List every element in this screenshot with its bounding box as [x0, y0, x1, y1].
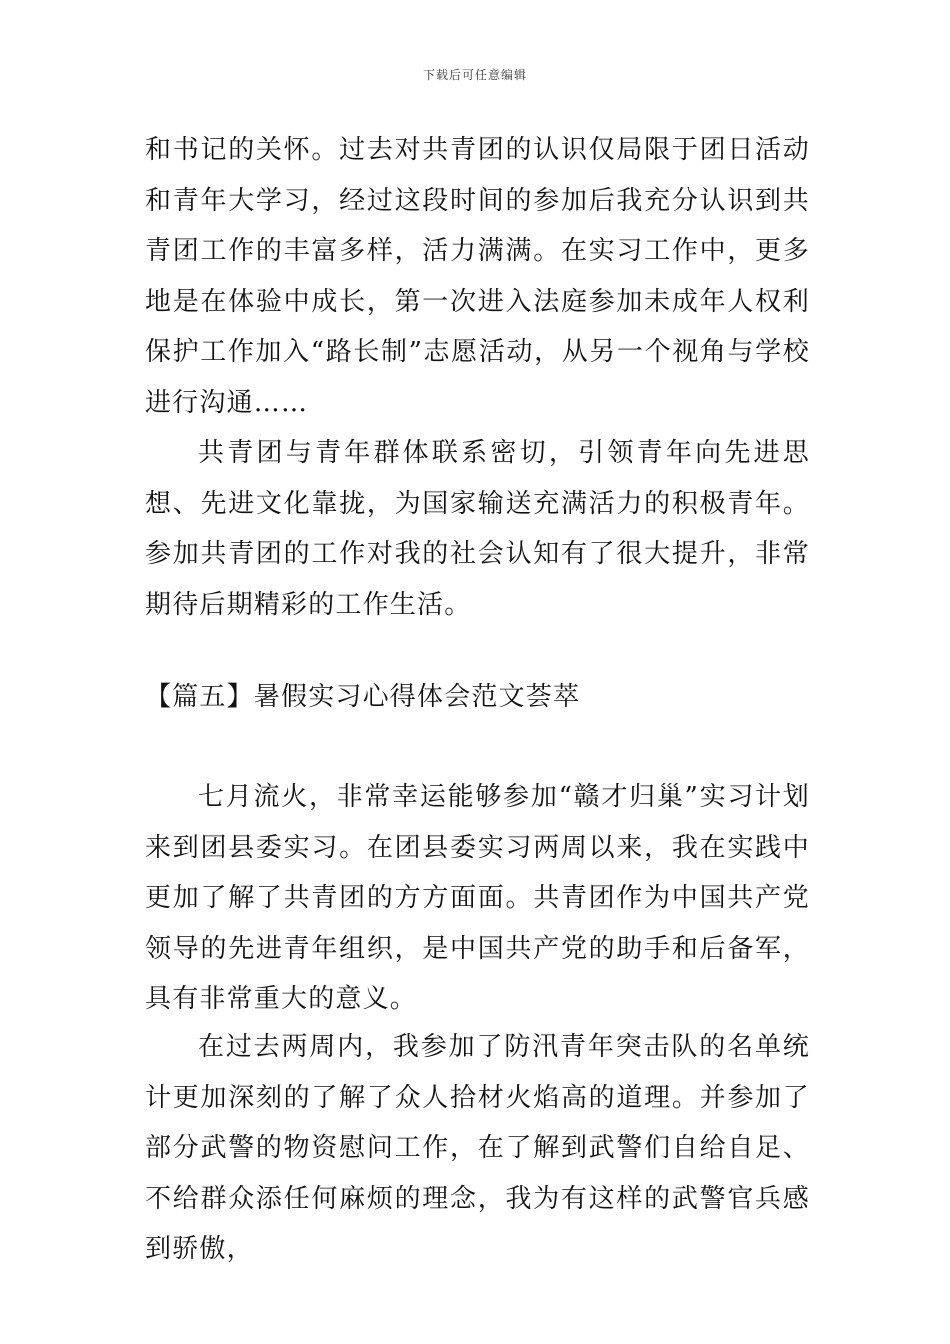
paragraph-text: 在过去两周内，我参加了防汛青年突击队的名单统计更加深刻的了解了众人拾材火焰高的道理。并参加了部分武警的物资慰问工作，在了解到武警们自给自足、不给群众添任何麻烦的理念，我为有这样的武警官兵感到骄傲， — [145, 1032, 810, 1264]
header-note: 下载后可任意编辑 — [422, 68, 527, 82]
paragraph-block — [145, 428, 810, 630]
paragraph-block — [145, 772, 810, 1025]
paragraph-text: 和书记的关怀。过去对共青团的认识仅局限于团日活动和青年大学习，经过这段时间的参加后我充分认识到共青团工作的丰富多样，活力满满。在实习工作中，更多地是在体验中成长，第一次进入法庭参加未成年人权利保护工作加入“路长制”志愿活动，从另一个视角与学校进行沟通…… — [145, 135, 810, 418]
section-heading: 【篇五】暑假实习心得体会范文荟萃 — [145, 682, 581, 712]
paragraph-text: 七月流火，非常幸运能够参加“赣才归巢”实习计划来到团县委实习。在团县委实习两周以来，我在实践中更加了解了共青团的方方面面。共青团作为中国共产党领导的先进青年组织，是中国共产党的助手和后备军，具有非常重大的意义。 — [145, 782, 810, 1014]
paragraph-block — [145, 1022, 810, 1275]
paragraph-text: 共青团与青年群体联系密切，引领青年向先进思想、先进文化靠拢，为国家输送充满活力的积极青年。参加共青团的工作对我的社会认知有了很大提升，非常期待后期精彩的工作生活。 — [145, 438, 810, 620]
paragraph-continuation — [145, 125, 810, 428]
